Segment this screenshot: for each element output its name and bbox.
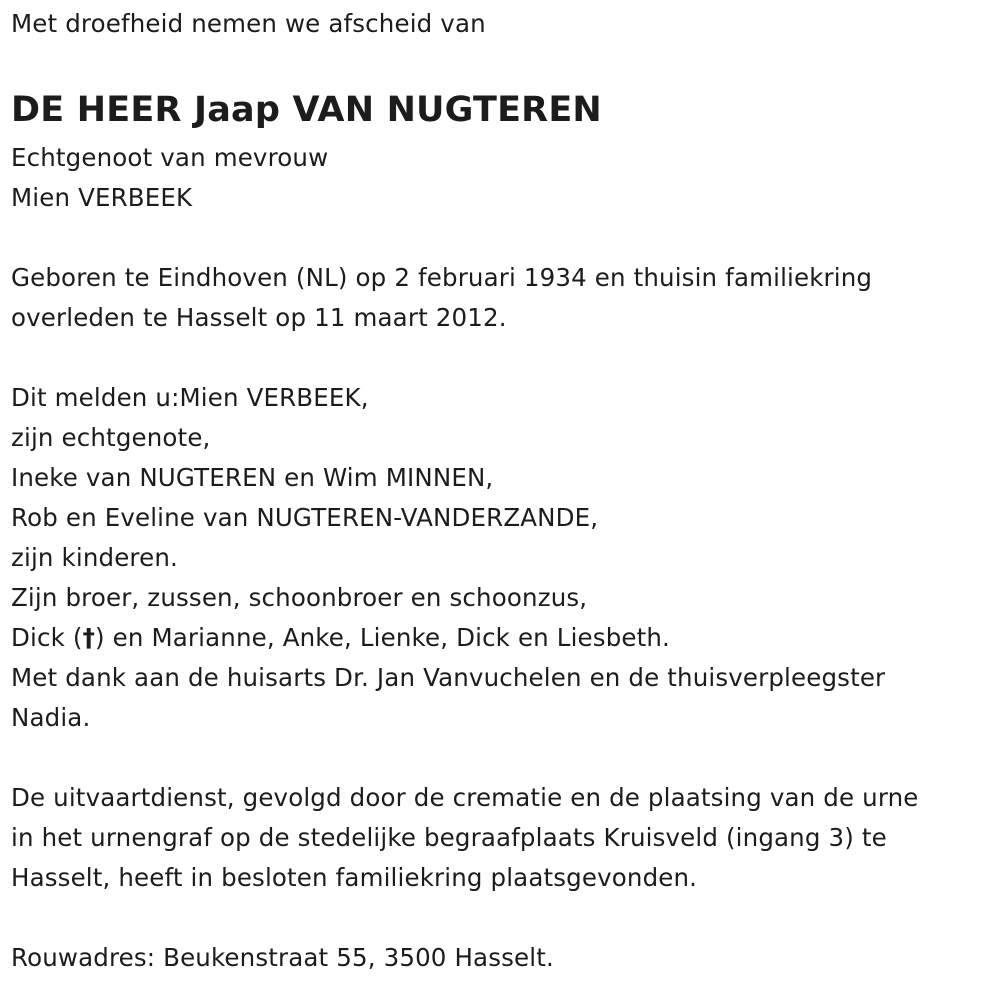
intro-text: Met droefheid nemen we afscheid van — [11, 9, 486, 38]
service-line: De uitvaartdienst, gevolgd door de crematie en de plaatsing van de urne — [11, 783, 919, 812]
spouse-line: Echtgenoot van mevrouw — [11, 143, 329, 172]
spouse-name: Mien VERBEEK — [11, 183, 193, 212]
birth-line: Geboren te Eindhoven (NL) op 2 februari 1934 en thuisin familiekring — [11, 263, 873, 292]
announcer-text: ) en Marianne, Anke, Lienke, Dick en Liesbeth. — [94, 623, 670, 652]
service-line: in het urnengraf op de stedelijke begraafplaats Kruisveld (ingang 3) te — [11, 823, 887, 852]
spacer — [11, 218, 996, 258]
mourning-address: Rouwadres: Beukenstraat 55, 3500 Hasselt. — [11, 943, 554, 972]
service-line: Hasselt, heeft in besloten familiekring plaatsgevonden. — [11, 863, 698, 892]
announcer-text: Dick ( — [11, 623, 83, 652]
death-line: overleden te Hasselt op 11 maart 2012. — [11, 303, 507, 332]
announcer-line: Ineke van NUGTEREN en Wim MINNEN, — [11, 463, 494, 492]
thanks-line: Nadia. — [11, 703, 91, 732]
spacer — [11, 738, 996, 778]
announcer-line: zijn echtgenote, — [11, 423, 211, 452]
cross-icon: † — [82, 623, 95, 652]
announcer-line: zijn kinderen. — [11, 543, 178, 572]
deceased-name: DE HEER Jaap VAN NUGTEREN — [11, 90, 602, 130]
announcer-line: Dit melden u:Mien VERBEEK, — [11, 383, 369, 412]
spacer — [11, 338, 996, 378]
spacer — [11, 898, 996, 938]
thanks-line: Met dank aan de huisarts Dr. Jan Vanvuchelen en de thuisverpleegster — [11, 663, 886, 692]
announcer-line: Rob en Eveline van NUGTEREN-VANDERZANDE, — [11, 503, 599, 532]
announcer-line: Zijn broer, zussen, schoonbroer en schoonzus, — [11, 583, 588, 612]
announcer-line-with-cross — [11, 618, 996, 658]
obituary-notice — [11, 0, 996, 978]
